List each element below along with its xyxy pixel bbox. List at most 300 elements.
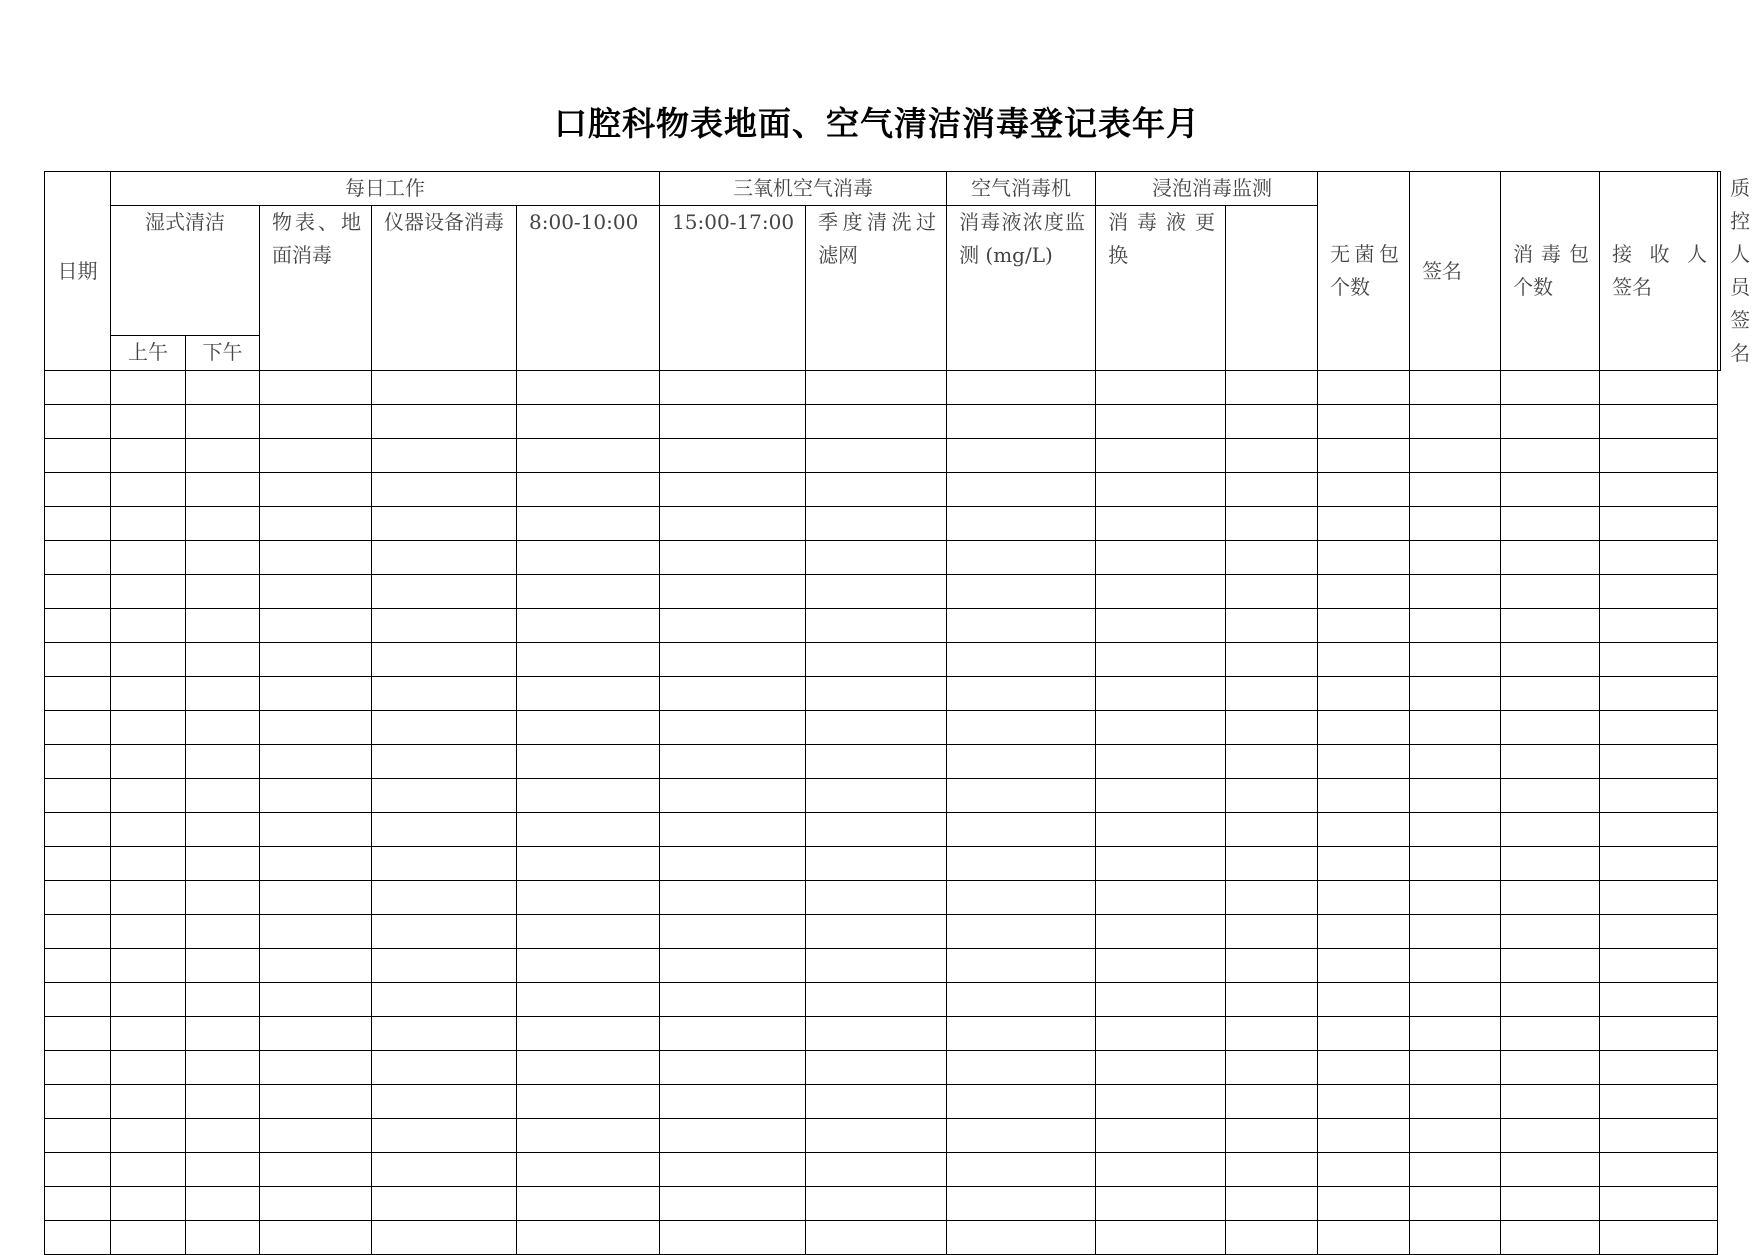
table-cell[interactable] — [186, 541, 260, 575]
table-cell[interactable] — [1318, 1051, 1410, 1085]
table-cell[interactable] — [260, 847, 372, 881]
table-cell[interactable] — [45, 405, 111, 439]
table-cell[interactable] — [1096, 779, 1226, 813]
table-cell[interactable] — [1226, 1187, 1318, 1221]
table-cell[interactable] — [1600, 473, 1718, 507]
table-cell[interactable] — [806, 915, 947, 949]
table-cell[interactable] — [806, 507, 947, 541]
table-cell[interactable] — [186, 1085, 260, 1119]
table-cell[interactable] — [111, 507, 186, 541]
table-cell[interactable] — [947, 677, 1096, 711]
table-cell[interactable] — [45, 1221, 111, 1255]
table-cell[interactable] — [660, 1187, 806, 1221]
table-cell[interactable] — [111, 643, 186, 677]
table-cell[interactable] — [1600, 949, 1718, 983]
table-cell[interactable] — [1096, 405, 1226, 439]
table-cell[interactable] — [1226, 507, 1318, 541]
table-cell[interactable] — [260, 1153, 372, 1187]
table-cell[interactable] — [806, 983, 947, 1017]
table-cell[interactable] — [1226, 847, 1318, 881]
table-cell[interactable] — [45, 677, 111, 711]
table-cell[interactable] — [1096, 847, 1226, 881]
table-cell[interactable] — [1318, 405, 1410, 439]
table-cell[interactable] — [111, 473, 186, 507]
table-cell[interactable] — [947, 983, 1096, 1017]
table-cell[interactable] — [517, 677, 660, 711]
table-cell[interactable] — [1096, 371, 1226, 405]
table-cell[interactable] — [1318, 473, 1410, 507]
table-cell[interactable] — [1600, 847, 1718, 881]
table-cell[interactable] — [1318, 1221, 1410, 1255]
table-cell[interactable] — [517, 881, 660, 915]
table-cell[interactable] — [806, 711, 947, 745]
table-cell[interactable] — [947, 507, 1096, 541]
table-cell[interactable] — [45, 439, 111, 473]
table-cell[interactable] — [111, 847, 186, 881]
table-cell[interactable] — [517, 507, 660, 541]
table-cell[interactable] — [517, 949, 660, 983]
table-cell[interactable] — [517, 439, 660, 473]
table-cell[interactable] — [260, 575, 372, 609]
table-cell[interactable] — [1318, 949, 1410, 983]
table-cell[interactable] — [660, 473, 806, 507]
table-cell[interactable] — [1096, 439, 1226, 473]
table-cell[interactable] — [1096, 1153, 1226, 1187]
table-cell[interactable] — [1410, 541, 1501, 575]
table-cell[interactable] — [111, 1119, 186, 1153]
table-cell[interactable] — [260, 371, 372, 405]
table-cell[interactable] — [1410, 371, 1501, 405]
table-cell[interactable] — [806, 541, 947, 575]
table-cell[interactable] — [45, 745, 111, 779]
table-cell[interactable] — [1226, 1221, 1318, 1255]
table-cell[interactable] — [1410, 983, 1501, 1017]
table-cell[interactable] — [660, 439, 806, 473]
table-cell[interactable] — [806, 813, 947, 847]
table-cell[interactable] — [372, 405, 517, 439]
table-cell[interactable] — [517, 609, 660, 643]
table-cell[interactable] — [186, 745, 260, 779]
table-cell[interactable] — [186, 575, 260, 609]
table-cell[interactable] — [1410, 813, 1501, 847]
table-cell[interactable] — [1226, 541, 1318, 575]
table-cell[interactable] — [660, 405, 806, 439]
table-cell[interactable] — [1226, 575, 1318, 609]
table-cell[interactable] — [1501, 507, 1600, 541]
table-cell[interactable] — [517, 779, 660, 813]
table-cell[interactable] — [517, 1085, 660, 1119]
table-cell[interactable] — [660, 847, 806, 881]
table-cell[interactable] — [1096, 915, 1226, 949]
table-cell[interactable] — [660, 507, 806, 541]
table-cell[interactable] — [260, 1187, 372, 1221]
table-cell[interactable] — [947, 439, 1096, 473]
table-cell[interactable] — [1600, 1187, 1718, 1221]
table-cell[interactable] — [186, 915, 260, 949]
table-cell[interactable] — [1501, 1119, 1600, 1153]
table-cell[interactable] — [517, 1119, 660, 1153]
table-cell[interactable] — [372, 473, 517, 507]
table-cell[interactable] — [1226, 677, 1318, 711]
table-cell[interactable] — [1600, 643, 1718, 677]
table-cell[interactable] — [1318, 711, 1410, 745]
table-cell[interactable] — [186, 1051, 260, 1085]
table-cell[interactable] — [1096, 541, 1226, 575]
table-cell[interactable] — [660, 575, 806, 609]
table-cell[interactable] — [806, 1051, 947, 1085]
table-cell[interactable] — [1096, 745, 1226, 779]
table-cell[interactable] — [1501, 473, 1600, 507]
table-cell[interactable] — [186, 609, 260, 643]
table-cell[interactable] — [260, 915, 372, 949]
table-cell[interactable] — [45, 541, 111, 575]
table-cell[interactable] — [1600, 1153, 1718, 1187]
table-cell[interactable] — [1226, 473, 1318, 507]
table-cell[interactable] — [45, 983, 111, 1017]
table-cell[interactable] — [1600, 711, 1718, 745]
table-cell[interactable] — [1501, 915, 1600, 949]
table-cell[interactable] — [186, 439, 260, 473]
table-cell[interactable] — [517, 915, 660, 949]
table-cell[interactable] — [1318, 983, 1410, 1017]
table-cell[interactable] — [1096, 1051, 1226, 1085]
table-cell[interactable] — [1096, 677, 1226, 711]
table-cell[interactable] — [1410, 1119, 1501, 1153]
table-cell[interactable] — [45, 1187, 111, 1221]
table-cell[interactable] — [660, 915, 806, 949]
table-cell[interactable] — [186, 1187, 260, 1221]
table-cell[interactable] — [111, 439, 186, 473]
table-cell[interactable] — [45, 779, 111, 813]
table-cell[interactable] — [1600, 915, 1718, 949]
table-cell[interactable] — [1501, 609, 1600, 643]
table-cell[interactable] — [45, 915, 111, 949]
table-cell[interactable] — [1096, 609, 1226, 643]
table-cell[interactable] — [947, 949, 1096, 983]
table-cell[interactable] — [372, 1017, 517, 1051]
table-cell[interactable] — [517, 575, 660, 609]
table-cell[interactable] — [260, 677, 372, 711]
table-cell[interactable] — [1410, 881, 1501, 915]
table-cell[interactable] — [1501, 1017, 1600, 1051]
table-cell[interactable] — [260, 473, 372, 507]
table-cell[interactable] — [1096, 1221, 1226, 1255]
table-cell[interactable] — [1226, 609, 1318, 643]
table-cell[interactable] — [111, 813, 186, 847]
table-cell[interactable] — [1501, 949, 1600, 983]
table-cell[interactable] — [1501, 745, 1600, 779]
table-cell[interactable] — [111, 1085, 186, 1119]
table-cell[interactable] — [45, 949, 111, 983]
table-cell[interactable] — [517, 1051, 660, 1085]
table-cell[interactable] — [1318, 609, 1410, 643]
table-cell[interactable] — [660, 983, 806, 1017]
table-cell[interactable] — [517, 711, 660, 745]
table-cell[interactable] — [1226, 643, 1318, 677]
table-cell[interactable] — [660, 677, 806, 711]
table-cell[interactable] — [372, 677, 517, 711]
table-cell[interactable] — [111, 745, 186, 779]
table-cell[interactable] — [1501, 779, 1600, 813]
table-cell[interactable] — [1318, 371, 1410, 405]
table-cell[interactable] — [806, 779, 947, 813]
table-cell[interactable] — [517, 1153, 660, 1187]
table-cell[interactable] — [1226, 779, 1318, 813]
table-cell[interactable] — [1410, 1017, 1501, 1051]
table-cell[interactable] — [1410, 745, 1501, 779]
table-cell[interactable] — [1318, 1085, 1410, 1119]
table-cell[interactable] — [1600, 507, 1718, 541]
table-cell[interactable] — [947, 813, 1096, 847]
table-cell[interactable] — [1318, 677, 1410, 711]
table-cell[interactable] — [1600, 1221, 1718, 1255]
table-cell[interactable] — [111, 609, 186, 643]
table-cell[interactable] — [517, 405, 660, 439]
table-cell[interactable] — [45, 507, 111, 541]
table-cell[interactable] — [1600, 371, 1718, 405]
table-cell[interactable] — [1226, 1051, 1318, 1085]
table-cell[interactable] — [1226, 439, 1318, 473]
table-cell[interactable] — [806, 371, 947, 405]
table-cell[interactable] — [1226, 949, 1318, 983]
table-cell[interactable] — [260, 643, 372, 677]
table-cell[interactable] — [806, 1017, 947, 1051]
table-cell[interactable] — [660, 1085, 806, 1119]
table-cell[interactable] — [1410, 575, 1501, 609]
table-cell[interactable] — [260, 541, 372, 575]
table-cell[interactable] — [45, 813, 111, 847]
table-cell[interactable] — [1096, 983, 1226, 1017]
table-cell[interactable] — [45, 1017, 111, 1051]
table-cell[interactable] — [806, 949, 947, 983]
table-cell[interactable] — [372, 1085, 517, 1119]
table-cell[interactable] — [1501, 439, 1600, 473]
table-cell[interactable] — [186, 949, 260, 983]
table-cell[interactable] — [947, 881, 1096, 915]
table-cell[interactable] — [660, 779, 806, 813]
table-cell[interactable] — [372, 1119, 517, 1153]
table-cell[interactable] — [806, 847, 947, 881]
table-cell[interactable] — [1501, 1153, 1600, 1187]
table-cell[interactable] — [1096, 507, 1226, 541]
table-cell[interactable] — [1600, 779, 1718, 813]
table-cell[interactable] — [45, 711, 111, 745]
table-cell[interactable] — [186, 371, 260, 405]
table-cell[interactable] — [260, 609, 372, 643]
table-cell[interactable] — [186, 847, 260, 881]
table-cell[interactable] — [372, 507, 517, 541]
table-cell[interactable] — [806, 405, 947, 439]
table-cell[interactable] — [806, 609, 947, 643]
table-cell[interactable] — [660, 609, 806, 643]
table-cell[interactable] — [111, 1153, 186, 1187]
table-cell[interactable] — [517, 1221, 660, 1255]
table-cell[interactable] — [947, 371, 1096, 405]
table-cell[interactable] — [1501, 881, 1600, 915]
table-cell[interactable] — [372, 439, 517, 473]
table-cell[interactable] — [260, 813, 372, 847]
table-cell[interactable] — [1096, 1085, 1226, 1119]
table-cell[interactable] — [1226, 983, 1318, 1017]
table-cell[interactable] — [260, 1085, 372, 1119]
table-cell[interactable] — [372, 643, 517, 677]
table-cell[interactable] — [372, 881, 517, 915]
table-cell[interactable] — [1318, 847, 1410, 881]
table-cell[interactable] — [260, 405, 372, 439]
table-cell[interactable] — [517, 983, 660, 1017]
table-cell[interactable] — [1410, 847, 1501, 881]
table-cell[interactable] — [372, 983, 517, 1017]
table-cell[interactable] — [372, 541, 517, 575]
table-cell[interactable] — [1600, 813, 1718, 847]
table-cell[interactable] — [111, 1221, 186, 1255]
table-cell[interactable] — [517, 473, 660, 507]
table-cell[interactable] — [1318, 439, 1410, 473]
table-cell[interactable] — [1096, 711, 1226, 745]
table-cell[interactable] — [517, 847, 660, 881]
table-cell[interactable] — [45, 371, 111, 405]
table-cell[interactable] — [947, 473, 1096, 507]
table-cell[interactable] — [660, 1051, 806, 1085]
table-cell[interactable] — [45, 1051, 111, 1085]
table-cell[interactable] — [1318, 1017, 1410, 1051]
table-cell[interactable] — [660, 745, 806, 779]
table-cell[interactable] — [45, 473, 111, 507]
table-cell[interactable] — [947, 1017, 1096, 1051]
table-cell[interactable] — [1410, 677, 1501, 711]
table-cell[interactable] — [660, 711, 806, 745]
table-cell[interactable] — [111, 575, 186, 609]
table-cell[interactable] — [1501, 1051, 1600, 1085]
table-cell[interactable] — [1600, 745, 1718, 779]
table-cell[interactable] — [1501, 575, 1600, 609]
table-cell[interactable] — [1501, 1221, 1600, 1255]
table-cell[interactable] — [1226, 881, 1318, 915]
table-cell[interactable] — [1410, 507, 1501, 541]
table-cell[interactable] — [1600, 1119, 1718, 1153]
table-cell[interactable] — [947, 847, 1096, 881]
table-cell[interactable] — [947, 541, 1096, 575]
table-cell[interactable] — [186, 473, 260, 507]
table-cell[interactable] — [806, 1085, 947, 1119]
table-cell[interactable] — [45, 1085, 111, 1119]
table-cell[interactable] — [1226, 1017, 1318, 1051]
table-cell[interactable] — [1501, 847, 1600, 881]
table-cell[interactable] — [260, 983, 372, 1017]
table-cell[interactable] — [1410, 915, 1501, 949]
table-cell[interactable] — [111, 1187, 186, 1221]
table-cell[interactable] — [806, 439, 947, 473]
table-cell[interactable] — [1600, 609, 1718, 643]
table-cell[interactable] — [806, 1119, 947, 1153]
table-cell[interactable] — [1501, 643, 1600, 677]
table-cell[interactable] — [1501, 813, 1600, 847]
table-cell[interactable] — [1096, 1119, 1226, 1153]
table-cell[interactable] — [947, 575, 1096, 609]
table-cell[interactable] — [1318, 575, 1410, 609]
table-cell[interactable] — [1501, 1085, 1600, 1119]
table-cell[interactable] — [186, 1221, 260, 1255]
table-cell[interactable] — [1226, 405, 1318, 439]
table-cell[interactable] — [1096, 813, 1226, 847]
table-cell[interactable] — [260, 1017, 372, 1051]
table-cell[interactable] — [186, 1119, 260, 1153]
table-cell[interactable] — [111, 371, 186, 405]
table-cell[interactable] — [111, 677, 186, 711]
table-cell[interactable] — [186, 405, 260, 439]
table-cell[interactable] — [372, 813, 517, 847]
table-cell[interactable] — [660, 1221, 806, 1255]
table-cell[interactable] — [186, 983, 260, 1017]
table-cell[interactable] — [1318, 813, 1410, 847]
table-cell[interactable] — [45, 1119, 111, 1153]
table-cell[interactable] — [1600, 677, 1718, 711]
table-cell[interactable] — [45, 609, 111, 643]
table-cell[interactable] — [372, 745, 517, 779]
table-cell[interactable] — [1501, 405, 1600, 439]
table-cell[interactable] — [660, 813, 806, 847]
table-cell[interactable] — [1096, 473, 1226, 507]
table-cell[interactable] — [806, 1221, 947, 1255]
table-cell[interactable] — [517, 1017, 660, 1051]
table-cell[interactable] — [260, 1051, 372, 1085]
table-cell[interactable] — [1600, 1051, 1718, 1085]
table-cell[interactable] — [372, 371, 517, 405]
table-cell[interactable] — [947, 1153, 1096, 1187]
table-cell[interactable] — [1501, 371, 1600, 405]
table-cell[interactable] — [1600, 881, 1718, 915]
table-cell[interactable] — [947, 779, 1096, 813]
table-cell[interactable] — [111, 405, 186, 439]
table-cell[interactable] — [186, 1017, 260, 1051]
table-cell[interactable] — [1096, 1017, 1226, 1051]
table-cell[interactable] — [1226, 1153, 1318, 1187]
table-cell[interactable] — [45, 847, 111, 881]
table-cell[interactable] — [947, 643, 1096, 677]
table-cell[interactable] — [1410, 1085, 1501, 1119]
table-cell[interactable] — [111, 1017, 186, 1051]
table-cell[interactable] — [517, 541, 660, 575]
table-cell[interactable] — [1501, 541, 1600, 575]
table-cell[interactable] — [186, 643, 260, 677]
table-cell[interactable] — [186, 711, 260, 745]
table-cell[interactable] — [1600, 983, 1718, 1017]
table-cell[interactable] — [260, 507, 372, 541]
table-cell[interactable] — [947, 711, 1096, 745]
table-cell[interactable] — [45, 1153, 111, 1187]
table-cell[interactable] — [660, 881, 806, 915]
table-cell[interactable] — [1410, 405, 1501, 439]
table-cell[interactable] — [1318, 1153, 1410, 1187]
table-cell[interactable] — [1226, 1085, 1318, 1119]
table-cell[interactable] — [947, 405, 1096, 439]
table-cell[interactable] — [1410, 439, 1501, 473]
table-cell[interactable] — [947, 1085, 1096, 1119]
table-cell[interactable] — [1318, 507, 1410, 541]
table-cell[interactable] — [111, 983, 186, 1017]
table-cell[interactable] — [1096, 575, 1226, 609]
table-cell[interactable] — [1226, 745, 1318, 779]
table-cell[interactable] — [660, 371, 806, 405]
table-cell[interactable] — [111, 915, 186, 949]
table-cell[interactable] — [1318, 745, 1410, 779]
table-cell[interactable] — [1226, 1119, 1318, 1153]
table-cell[interactable] — [1318, 881, 1410, 915]
table-cell[interactable] — [1600, 575, 1718, 609]
table-cell[interactable] — [1600, 439, 1718, 473]
table-cell[interactable] — [186, 881, 260, 915]
table-cell[interactable] — [45, 643, 111, 677]
